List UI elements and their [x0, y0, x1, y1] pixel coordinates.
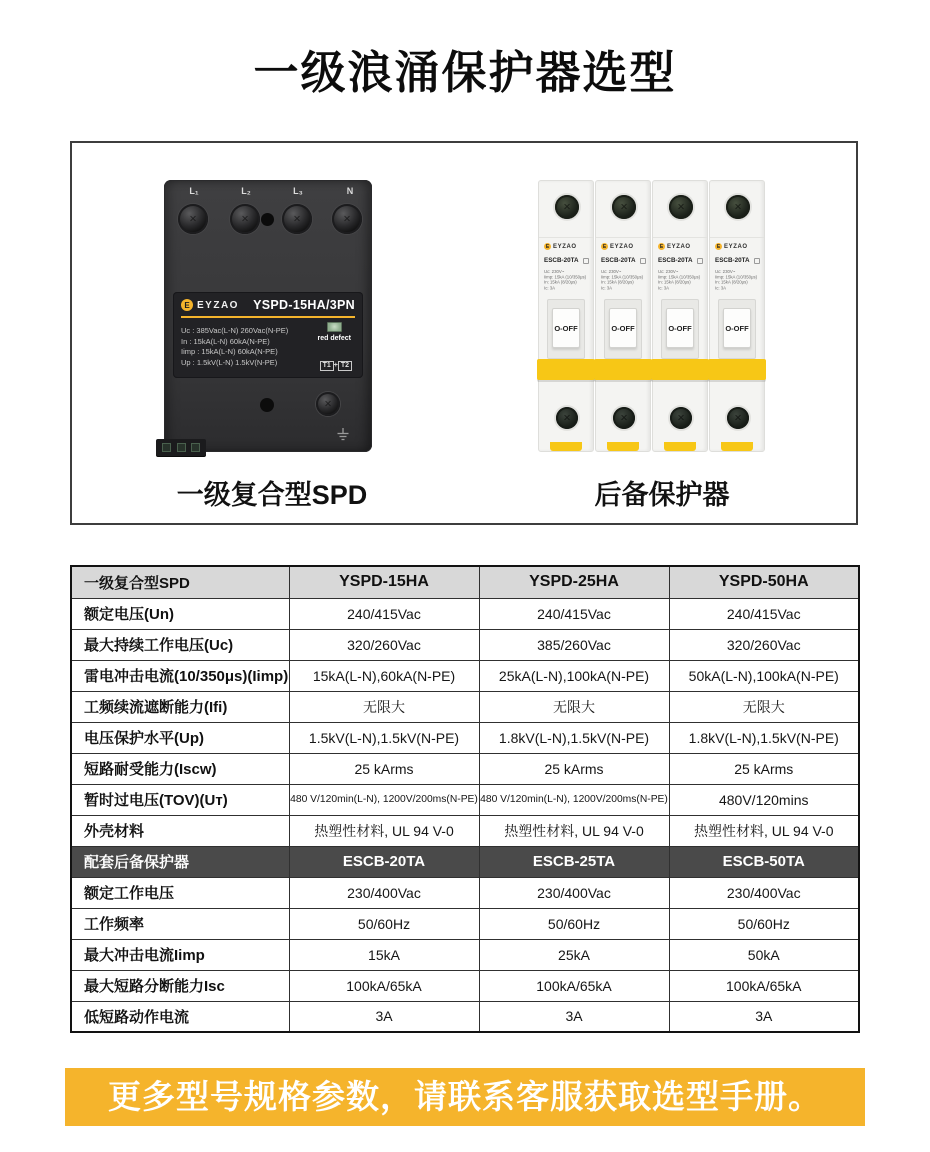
row-value-cell: 480 V/120min(L-N), 1200V/200ms(N-PE)	[289, 784, 479, 815]
table-row	[71, 784, 859, 815]
toggle-slot	[604, 299, 642, 359]
breaker-model-text: ESCB-20TA	[601, 257, 636, 264]
breaker-model-text: ESCB-20TA	[544, 257, 579, 264]
row-value-cell: 240/415Vac	[479, 598, 669, 629]
row-value-cell: 25 kArms	[289, 753, 479, 784]
led-indicator	[318, 322, 351, 342]
screw-icon	[316, 392, 340, 416]
row-value-cell: 25kA	[479, 939, 669, 970]
row-value-cell: 15kA	[289, 939, 479, 970]
breaker-brand-row	[658, 243, 691, 250]
row-value-cell: 320/260Vac	[669, 629, 859, 660]
row-value-cell: 385/260Vac	[479, 629, 669, 660]
divider	[596, 237, 650, 238]
row-value-cell: 230/400Vac	[289, 877, 479, 908]
row-label-cell: 最大持续工作电压(Uc)	[71, 629, 289, 660]
spd-model-text: YSPD-15HA/3PN	[253, 298, 355, 312]
breaker-toggle: O-OFF	[723, 308, 751, 348]
breaker-spec-line: Iimp: 15kA (10/350μs)	[715, 275, 758, 280]
cert-mark-icon	[583, 258, 589, 264]
yellow-divider	[181, 316, 355, 318]
row-value-cell: ESCB-50TA	[669, 846, 859, 877]
breaker-spec-line: Uc: 230V~	[544, 270, 565, 275]
spd-caption: 一级复合型SPD	[176, 480, 368, 510]
row-value-cell: 240/415Vac	[289, 598, 479, 629]
screw-icon	[178, 204, 208, 234]
row-value-cell: 320/260Vac	[289, 629, 479, 660]
row-label-cell: 最大短路分断能力Isc	[71, 970, 289, 1001]
row-value-cell: 100kA/65kA	[289, 970, 479, 1001]
row-label-cell: 暂时过电压(TOV)(Uт)	[71, 784, 289, 815]
terminal-label-n: N	[346, 186, 354, 196]
screw-icon	[282, 204, 312, 234]
screw-icon	[555, 195, 579, 219]
cert-mark-icon	[640, 258, 646, 264]
screw-icon	[332, 204, 362, 234]
row-label-cell: 短路耐受能力(Iscw)	[71, 753, 289, 784]
breaker-spec-line: Iimp: 15kA (10/350μs)	[601, 275, 644, 280]
yellow-band	[651, 359, 709, 380]
row-value-cell: 25 kArms	[479, 753, 669, 784]
row-value-cell: 230/400Vac	[669, 877, 859, 908]
header-cell: YSPD-15HA	[289, 566, 479, 598]
breaker-spec-line: Uc: 230V~	[658, 270, 679, 275]
table-row	[71, 1001, 859, 1032]
row-value-cell: 50/60Hz	[479, 908, 669, 939]
brand-logo-icon: E	[659, 243, 664, 250]
row-value-cell: ESCB-25TA	[479, 846, 669, 877]
led-window-icon	[327, 322, 342, 332]
breaker-toggle: O-OFF	[666, 308, 694, 348]
spec-table-body	[71, 598, 859, 1032]
breaker-module	[595, 180, 651, 452]
screw-icon	[670, 407, 692, 429]
table-row	[71, 598, 859, 629]
din-clip	[607, 442, 639, 451]
breaker-spec-line: In: 15kA (8/20μs)	[601, 280, 634, 286]
row-label-cell: 配套后备保护器	[71, 846, 289, 877]
brand-name: EYZAO	[553, 243, 577, 250]
breaker-toggle: O-OFF	[552, 308, 580, 348]
toggle-slot	[547, 299, 585, 359]
row-label-cell: 额定电压(Un)	[71, 598, 289, 629]
yellow-band	[708, 359, 766, 380]
breaker-model-row	[601, 257, 646, 264]
table-row	[71, 970, 859, 1001]
breaker-spec-line: Ic: 3A	[601, 286, 613, 291]
screw-icon	[613, 407, 635, 429]
toggle-slot	[718, 299, 756, 359]
row-label-cell: 工频续流遮断能力(Ifi)	[71, 691, 289, 722]
breaker-model-text: ESCB-20TA	[715, 257, 750, 264]
spec-table	[70, 565, 860, 1033]
page-title: 一级浪涌保护器选型	[253, 47, 677, 98]
screw-icon	[261, 213, 274, 226]
row-value-cell: 3A	[289, 1001, 479, 1032]
ground-icon	[336, 428, 350, 441]
row-value-cell: 480V/120mins	[669, 784, 859, 815]
t2-badge: T2	[338, 361, 352, 371]
breaker-spec-line: In: 15kA (8/20μs)	[658, 280, 691, 286]
table-row	[71, 629, 859, 660]
brand-name: EYZAO	[667, 243, 691, 250]
breaker-spec-lines	[544, 270, 602, 292]
breaker-model-row	[715, 257, 760, 264]
row-label-cell: 外壳材料	[71, 815, 289, 846]
header-cell: YSPD-50HA	[669, 566, 859, 598]
divider	[710, 237, 764, 238]
row-value-cell: 50kA(L-N),100kA(N-PE)	[669, 660, 859, 691]
breaker-spec-line: Ic: 3A	[544, 286, 556, 291]
t1-badge: T1	[320, 361, 334, 371]
breaker-brand-row	[601, 243, 634, 250]
breaker-spec-lines	[715, 270, 773, 292]
yellow-band	[537, 359, 595, 380]
row-value-cell: 230/400Vac	[479, 877, 669, 908]
row-value-cell: 240/415Vac	[669, 598, 859, 629]
breaker-model-text: ESCB-20TA	[658, 257, 693, 264]
row-value-cell: 25kA(L-N),100kA(N-PE)	[479, 660, 669, 691]
cert-mark-icon	[754, 258, 760, 264]
row-value-cell: 1.8kV(L-N),1.5kV(N-PE)	[479, 722, 669, 753]
breaker-spec-line: In: 15kA (8/20μs)	[715, 280, 748, 286]
plus-sign: +	[333, 362, 338, 369]
row-value-cell: 无限大	[479, 691, 669, 722]
cert-mark-icon	[697, 258, 703, 264]
row-value-cell: 1.8kV(L-N),1.5kV(N-PE)	[669, 722, 859, 753]
table-row	[71, 908, 859, 939]
screw-icon	[260, 398, 274, 412]
brand-name: EYZAO	[724, 243, 748, 250]
screw-icon	[726, 195, 750, 219]
breaker-module	[652, 180, 708, 452]
header-cell: 一级复合型SPD	[71, 566, 289, 598]
divider	[539, 237, 593, 238]
row-value-cell: 3A	[669, 1001, 859, 1032]
led-label: red defect	[317, 335, 351, 342]
spd-brand-row	[181, 298, 355, 312]
table-header-row	[71, 566, 859, 598]
breaker-spec-lines	[601, 270, 659, 292]
row-value-cell: 3A	[479, 1001, 669, 1032]
row-value-cell: 50/60Hz	[289, 908, 479, 939]
row-value-cell: 15kA(L-N),60kA(N-PE)	[289, 660, 479, 691]
terminal-block	[156, 439, 206, 456]
yellow-band	[594, 359, 652, 380]
row-value-cell: 50/60Hz	[669, 908, 859, 939]
products-panel	[70, 141, 858, 525]
din-clip	[550, 442, 582, 451]
terminal-label-l2: L₂	[241, 186, 251, 196]
brand-logo-icon: E	[545, 243, 550, 250]
row-value-cell: 100kA/65kA	[479, 970, 669, 1001]
table-row	[71, 815, 859, 846]
breaker-spec-line: Iimp: 15kA (10/350μs)	[544, 275, 587, 280]
brand-name: EYZAO	[610, 243, 634, 250]
row-value-cell: 50kA	[669, 939, 859, 970]
breaker-toggle: O-OFF	[609, 308, 637, 348]
type-badges	[320, 361, 352, 371]
breaker-spec-lines	[658, 270, 716, 292]
table-row	[71, 877, 859, 908]
table-row	[71, 753, 859, 784]
table-row	[71, 939, 859, 970]
divider-row	[71, 846, 859, 877]
breaker-spec-line: In: 15kA (8/20μs)	[544, 280, 577, 286]
din-clip	[721, 442, 753, 451]
row-value-cell: 25 kArms	[669, 753, 859, 784]
breaker-spec-line: Uc: 230V~	[715, 270, 736, 275]
backup-caption: 后备保护器	[594, 480, 730, 510]
table-row	[71, 722, 859, 753]
breaker-brand-row	[544, 243, 577, 250]
brand-logo-icon: E	[716, 243, 721, 250]
backup-product-image	[538, 180, 766, 452]
breaker-spec-line: Iimp: 15kA (10/350μs)	[658, 275, 701, 280]
breaker-module	[709, 180, 765, 452]
toggle-slot	[661, 299, 699, 359]
footer-banner: 更多型号规格参数，请联系客服获取选型手册。	[65, 1068, 865, 1126]
row-value-cell: 无限大	[289, 691, 479, 722]
spd-product-image	[164, 180, 372, 452]
table-row	[71, 660, 859, 691]
breaker-spec-line: Ic: 3A	[715, 286, 727, 291]
row-value-cell: ESCB-20TA	[289, 846, 479, 877]
breaker-model-row	[544, 257, 589, 264]
spd-spec-line: Up : 1.5kV(L-N) 1.5kV(N-PE)	[181, 357, 278, 367]
spd-spec-line: Uc : 385Vac(L-N) 260Vac(N-PE)	[181, 326, 289, 335]
breaker-spec-line: Ic: 3A	[658, 286, 670, 291]
row-label-cell: 工作频率	[71, 908, 289, 939]
row-label-cell: 雷电冲击电流(10/350μs)(Iimp)	[71, 660, 289, 691]
row-value-cell: 480 V/120min(L-N), 1200V/200ms(N-PE)	[479, 784, 669, 815]
row-value-cell: 无限大	[669, 691, 859, 722]
row-label-cell: 电压保护水平(Up)	[71, 722, 289, 753]
terminal-label-l1: L₁	[189, 186, 199, 196]
screw-icon	[556, 407, 578, 429]
breaker-brand-row	[715, 243, 748, 250]
breaker-spec-line: Uc: 230V~	[601, 270, 622, 275]
screw-icon	[727, 407, 749, 429]
row-value-cell: 热塑性材料, UL 94 V-0	[479, 815, 669, 846]
row-value-cell: 热塑性材料, UL 94 V-0	[289, 815, 479, 846]
row-label-cell: 最大冲击电流Iimp	[71, 939, 289, 970]
header-cell: YSPD-25HA	[479, 566, 669, 598]
brand-logo-icon: E	[602, 243, 607, 250]
spd-spec-line: Iimp : 15kA(L-N) 60kA(N-PE)	[181, 347, 278, 356]
breaker-model-row	[658, 257, 703, 264]
row-value-cell: 热塑性材料, UL 94 V-0	[669, 815, 859, 846]
screw-icon	[230, 204, 260, 234]
breaker-module	[538, 180, 594, 452]
row-label-cell: 低短路动作电流	[71, 1001, 289, 1032]
row-value-cell: 100kA/65kA	[669, 970, 859, 1001]
spd-spec-line: In : 15kA(L-N) 60kA(N-PE)	[181, 336, 270, 346]
terminal-label-l3: L₃	[293, 186, 303, 196]
row-label-cell: 额定工作电压	[71, 877, 289, 908]
brand-logo-icon: E	[181, 299, 193, 311]
screw-icon	[612, 195, 636, 219]
spd-terminal-labels	[184, 186, 360, 196]
table-row	[71, 691, 859, 722]
spd-label-panel	[173, 292, 363, 378]
row-value-cell: 1.5kV(L-N),1.5kV(N-PE)	[289, 722, 479, 753]
divider	[653, 237, 707, 238]
brand-name: EYZAO	[197, 299, 239, 311]
din-clip	[664, 442, 696, 451]
screw-icon	[669, 195, 693, 219]
